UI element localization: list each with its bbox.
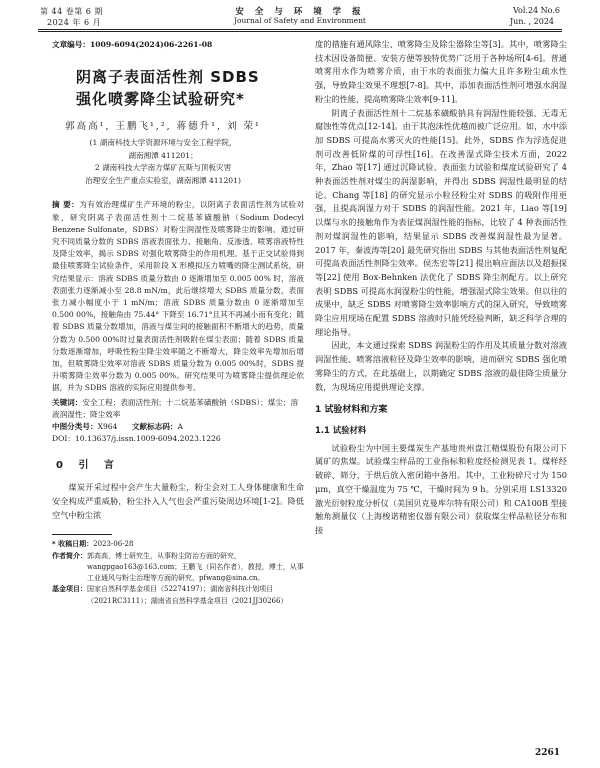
section-1-1-paragraph: 试验粉尘为中国主要煤炭生产基地贵州盘江精煤股份有限公司下属矿的焦煤。试验煤尘样品的工业指标和粒度经检测见表 1。煤样经破碎、筛分，于烘后放入密闭箱中备用。其中，工业粉碎尺寸为 150 μm，真空干燥温度为 75 ℃，干燥时间为 9 h。分别采用 LS13320 激光衍射粒度分析仪（美国贝克曼库尔特有限公司）和 CA100B 型接触角测量仪（上海梭诺精密仪器有限公司）获取煤尘样品粒径分布和接	[315, 442, 567, 535]
keywords-text: 安全工程；表面活性剂；十二烷基苯磺酸钠（SDBS）；煤尘；溶液润湿性；降尘效率	[52, 397, 299, 419]
header-volume: 第 44 卷第 6 期	[40, 7, 103, 16]
abstract-label: 摘 要：	[52, 200, 80, 210]
left-column	[52, 38, 304, 607]
affiliation-1a: (1 湖南科技大学资源环境与安全工程学院，	[89, 138, 237, 148]
doc-value: A	[177, 422, 183, 432]
doi: DOI：10.13637/j.issn.1009-6094.2023.1226	[52, 434, 221, 444]
affiliation-2a: 2 湖南科技大学南方煤矿瓦斯与顶板灾害	[94, 163, 232, 173]
received-value: 2023-06-28	[93, 540, 134, 549]
title-line-1: 阴离子表面活性剂 SDBS	[76, 67, 260, 86]
footnotes	[52, 539, 304, 607]
section-1-heading: 1 试验材料和方案	[315, 405, 388, 416]
keywords	[52, 397, 304, 421]
footnote-author	[52, 551, 304, 585]
running-header	[0, 0, 600, 30]
right-paragraph-2: 阴离子表面活性剂十二烷基苯磺酸钠具有润湿性能较强、无毒无腐蚀性等优点[12-14]。由于其泡沫性优越而被广泛应用。如，水中添加 SDBS 可提高水雾灭火的性能[15]。此外，SDBS 作为浮选促进剂可改善低阶煤的可浮性[16]。在改善湿式降尘技术方面，2022 年，Zhao 等[17] 通过沉降试验、表面张力试验和煤度试验研究了 4 种表面活性剂对煤尘的润湿影响，并得出 SDBS 润湿性最明显的结论。Chang 等[18] 的研究显示小粒径粉尘对 SDBS 的吸附作用更强，且提高润湿力对于 SDBS 的润湿性能。2021 年，Liao 等[19] 以煤与水的接触角作为表征煤润湿性能的指标，比较了 4 种表面活性剂对煤润湿性的影响，结果显示 SDBS 改善煤润湿性最为显著。2017 年，秦波涛等[20] 最先研究指出 SDBS 与其他表面活性剂复配可提高表面活性剂降尘效率。侯杰宏等[21] 提出响应面法以及超振探等[22] 使用 Box-Behnken 法优化了 SDBS 降尘剂配方。以上研究表明 SDBS 可提高水润湿粉尘的性能，增强湿式除尘效果。但以往的成果中，缺乏 SDBS 对喷雾降尘效率影响方式的深入研究，导致喷雾降尘应用现场在配置 SDBS 溶液时只能凭经验判断，缺乏科学合理的理论指导。	[315, 107, 567, 337]
page-number: 2261	[534, 748, 560, 758]
author-list: 郭高高¹, 王鹏飞¹,², 蒋德升¹, 刘 荣¹	[65, 120, 261, 132]
header-journal-cn: 安 全 与 环 境 学 报	[235, 7, 365, 17]
header-date: 2024 年 6 月	[47, 18, 102, 27]
paper-title	[52, 66, 304, 110]
intro-heading: 0 引 言	[56, 460, 120, 472]
section-1-1-heading: 1.1 试验材料	[315, 424, 367, 435]
header-rule-thick	[38, 29, 562, 30]
footnote-received	[52, 539, 304, 550]
affiliation-1b: 湖南湘潭 411201；	[128, 150, 198, 160]
footnote-fund	[52, 584, 304, 607]
header-journal-en: Journal of Safety and Environment	[234, 16, 366, 25]
received-label: * 收稿日期：	[52, 540, 94, 549]
doc-label: 文献标志码：	[131, 422, 178, 432]
fund-value: 国家自然科学基金项目（52274197）；湖南省科技计划项目（2021RC3111）；湖南省自然科学基金项目（2021JJ30266）	[87, 585, 288, 605]
header-date-en: Jun. , 2024	[509, 17, 554, 26]
clc-label: 中图分类号：	[52, 422, 98, 432]
right-paragraph-1: 度的措施有通风除尘、喷雾降尘及除尘器除尘等[3]。其中，喷雾降尘技术因设备简便、安装方便等独特优势广泛用于各种场所[4-6]。普通喷雾用水作为喷雾介质，由于水的表面张力偏大且许多粉尘疏水性强，导致降尘效果不理想[7-8]。其中，添加表面活性剂可增强水润湿粉尘的性能，提高喷雾降尘效率[9-11]。	[315, 39, 567, 104]
abstract-text: 为有效治理煤矿生产环境的粉尘，以阴离子表面活性剂为试验对象，研究阴离子表面活性剂十二烷基苯磺酸钠（Sodium Dodecyl Benzene Sulfonate，SDBS）对粉尘润湿性及喷雾降尘的影响。通过研究不同质量分数的 SDBS 溶液表面张力、接触角、反渗透、喷雾溶液特性及降尘效率，揭示 SDBS 对强化喷雾降尘的作用机理。基于正交试验得到最佳喷雾降尘试验条件，采用阶段 X 形模拟压力喷嘴的降尘测试系统，研究结果显示：溶液 SDBS 质量分数由 0 逐渐增加至 0.005 00% 时，溶液表面张力逐渐减小至 28.8 mN/m，此后继续增大 SDBS 质量分数，表面张力减小幅度小于 1 mN/m；溶液 SDBS 质量分数由 0 逐渐增加至 0.500 00%，接触角由 75.44° 下降至 16.71°且其不再减小而有变化；随着 SDBS 质量分数增加，溶液与煤尘间的接触面积不断增大的趋势，质量分数为 0.500 00%时过量表面活性剂吸附在煤尘表面；随着 SDBS 质量分数逐渐增加，呼吸性粉尘降尘效率随之不断增大，降尘效率先增加后增加，但喷雾降尘效率对溶液 SDBS 质量分数为 0.005 00%时，SDBS 提升喷雾降尘效率分数为 0.005 00%。研究结果可为喷雾降尘提供理论依据，并为 SDBS 溶液的实际应用提供参考。	[52, 200, 304, 393]
abstract	[52, 199, 304, 394]
affiliations	[52, 137, 304, 187]
article-number: 文章编号：1009-6094(2024)06-2261-08	[52, 40, 213, 49]
right-column	[315, 38, 567, 538]
affiliation-2b: 治理安全生产重点实验室，湖南湘潭 411201)	[85, 175, 241, 185]
author-value: 郭高高，博士研究生，从事粉尘防治方面的研究，wangpgao163@163.com；王鹏飞（同名作者），教授，博士，从事工业通风与粉尘治理等方面的研究，pfwang@sina.cn。	[87, 551, 304, 583]
author-label: 作者简介：	[52, 551, 87, 560]
intro-paragraph: 煤炭开采过程中会产生大量粉尘，粉尘会对工人身体健康和生命安全构成严重威胁，粉尘扑入人气也会严重污染周边环境[1-2]。降低空气中粉尘浓	[52, 482, 304, 520]
title-line-2: 强化喷雾降尘试验研究*	[76, 89, 245, 108]
clc-value: X964	[97, 422, 118, 432]
fund-label: 基金项目：	[52, 585, 87, 594]
classification	[52, 421, 304, 433]
header-rule-thin	[38, 31, 562, 32]
keywords-label: 关键词：	[52, 397, 83, 407]
right-paragraph-3: 因此，本文通过探索 SDBS 润湿粉尘的作用及其质量分数对溶液润湿性能、喷雾溶液粒径及降尘效率的影响，进而研究 SDBS 强化喷雾降尘的方式，在此基础上，以期确定 SDBS 溶液的最佳降尘质量分数，为现场应用提供理论支撑。	[315, 340, 567, 392]
header-volume-en: Vol.24 No.6	[513, 6, 560, 15]
footnote-rule	[52, 534, 112, 535]
